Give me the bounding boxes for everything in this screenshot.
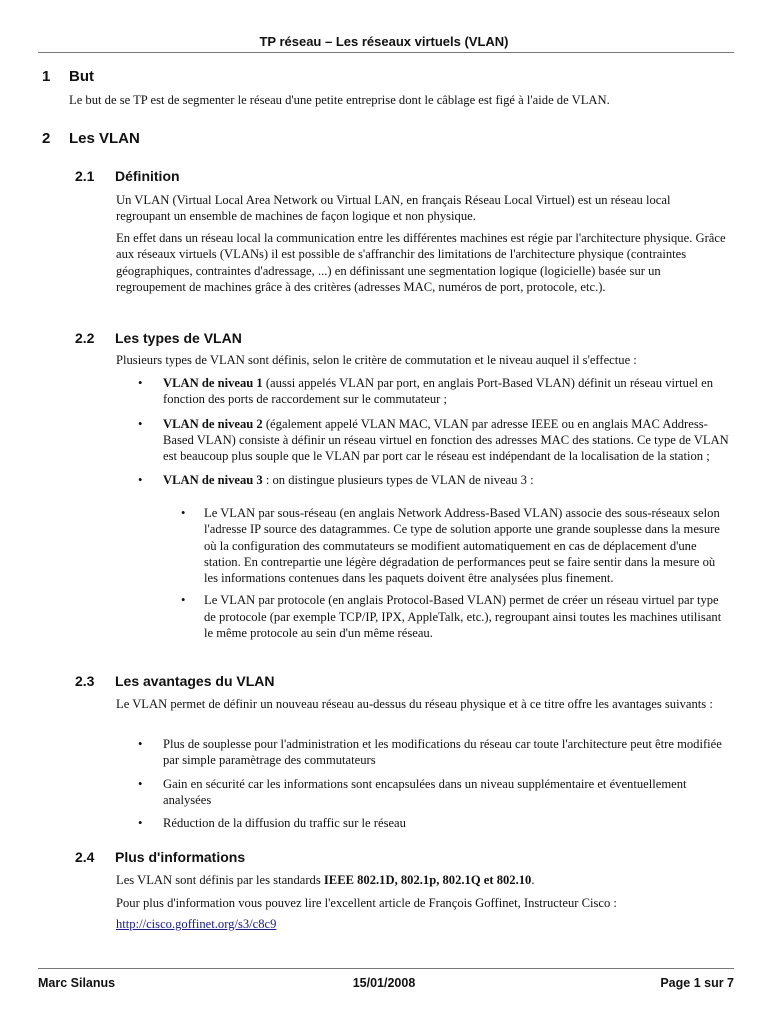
standards-list: IEEE 802.1D, 802.1p, 802.1Q et 802.10 <box>323 873 532 887</box>
section-1-body: Le but de se TP est de segmenter le réseau d'une petite entreprise dont le câblage est figé à l'aide de VLAN. <box>69 93 610 107</box>
section-2-3-heading <box>75 673 475 693</box>
header-rule <box>38 52 734 53</box>
list-item-bold: VLAN de niveau 3 <box>163 473 263 488</box>
list-item: • Le VLAN par protocole (en anglais Protocol-Based VLAN) permet de créer un réseau virtuel par type de protocole (par exemple TCP/IP, IPX, AppleTalk, etc.), regroupant ainsi toutes les machines utilisant le même protocole au sein d'un même réseau. <box>181 592 731 641</box>
section-2-4-heading <box>75 849 475 869</box>
page-header-title: TP réseau – Les réseaux virtuels (VLAN) <box>259 34 509 49</box>
vlan-types-intro: Plusieurs types de VLAN sont définis, selon le critère de commutation et le niveau auquel il s'effectue : <box>116 353 637 367</box>
section-number: 1 <box>42 68 51 85</box>
list-item-text: : on distingue plusieurs types de VLAN de niveau 3 : <box>262 473 534 488</box>
list-item <box>138 416 730 465</box>
definition-paragraph-1: Un VLAN (Virtual Local Area Network ou Virtual LAN, en français Réseau Local Virtuel) est un réseau local regroupant un ensemble de machines de façon logique et non physique. <box>116 193 671 224</box>
footer-rule <box>38 968 734 969</box>
more-info-article: Pour plus d'information vous pouvez lire l'excellent article de François Goffinet, Instructeur Cisco : <box>116 896 617 910</box>
list-item: • Réduction de la diffusion du traffic sur le réseau <box>138 815 730 831</box>
list-item: • Plus de souplesse pour l'administration et les modifications du réseau car toute l'architecture peut être modifiée par simple paramètrage des commutateurs <box>138 736 730 769</box>
more-info-link-row <box>116 916 516 932</box>
list-item: • Le VLAN par sous-réseau (en anglais Network Address-Based VLAN) associe des sous-réseaux selon l'adresse IP source des datagrammes. Ce type de solution apporte une grande souplesse dans la mesure où la configuration des commutateurs se modifient automatiquement en cas de déplacement d'une station. En contrepartie une légère dégradation de performances peut se faire sentir dans la mesure où les informations contenues dans les paquets doivent être analysées plus finement. <box>181 505 731 586</box>
vlan-level3-sublist <box>181 505 731 641</box>
section-title: Plus d'informations <box>115 849 246 865</box>
section-title: But <box>69 68 94 85</box>
list-item <box>138 472 730 488</box>
section-2-heading <box>42 130 442 150</box>
section-title: Les avantages du VLAN <box>115 673 275 689</box>
article-link[interactable]: http://cisco.goffinet.org/s3/c8c9 <box>116 917 277 931</box>
section-number: 2.1 <box>75 168 95 184</box>
section-2-2-heading <box>75 330 475 350</box>
standards-text: Les VLAN sont définis par les standards <box>116 873 324 887</box>
section-title: Les VLAN <box>69 130 140 147</box>
section-number: 2 <box>42 130 51 147</box>
section-number: 2.4 <box>75 849 95 865</box>
section-number: 2.2 <box>75 330 95 346</box>
advantages-list <box>138 736 730 831</box>
section-number: 2.3 <box>75 673 95 689</box>
definition-paragraph-2: En effet dans un réseau local la communication entre les différentes machines est régie par l'architecture physique. Grâce aux réseaux virtuels (VLANs) il est possible de s'affranchir des limitations de l'architecture physique (contraintes géographiques, contraintes d'adressage, ...) en définissant une segmentation logique (logicielle) basée sur un regroupement de machines grâce à des critères (adresses MAC, numéros de port, protocole, etc.). <box>116 231 726 294</box>
list-item: • Gain en sécurité car les informations sont encapsulées dans un niveau supplémentaire et éventuellement analysées <box>138 776 730 809</box>
section-2-1-heading <box>75 168 475 188</box>
list-item-bold: VLAN de niveau 2 <box>163 416 263 431</box>
list-item-bold: VLAN de niveau 1 <box>163 376 263 390</box>
section-1-heading <box>42 68 442 88</box>
list-item <box>138 375 730 408</box>
list-item-text: (également appelé VLAN MAC, VLAN par adresse IEEE ou en anglais MAC Address-Based VLAN) consiste à définir un réseau virtuel en fonction des adresses MAC des stations. Ce type de VLAN est beaucoup plus souple que le VLAN par port car le réseau est indépendant de la localisation de la station ; <box>163 416 729 464</box>
advantages-intro: Le VLAN permet de définir un nouveau réseau au-dessus du réseau physique et à ce titre offre les avantages suivants : <box>116 697 713 711</box>
section-title: Définition <box>115 168 180 184</box>
footer-author: Marc Silanus <box>38 976 116 990</box>
section-title: Les types de VLAN <box>115 330 242 346</box>
more-info-standards <box>116 872 728 888</box>
footer-date: 15/01/2008 <box>352 976 416 990</box>
vlan-types-list <box>138 375 730 489</box>
standards-end: . <box>531 873 535 887</box>
footer-page-number: Page 1 sur 7 <box>660 976 734 990</box>
list-item-text: (aussi appelés VLAN par port, en anglais Port-Based VLAN) définit un réseau virtuel en fonction des ports de raccordement sur le commutateur ; <box>163 376 714 407</box>
